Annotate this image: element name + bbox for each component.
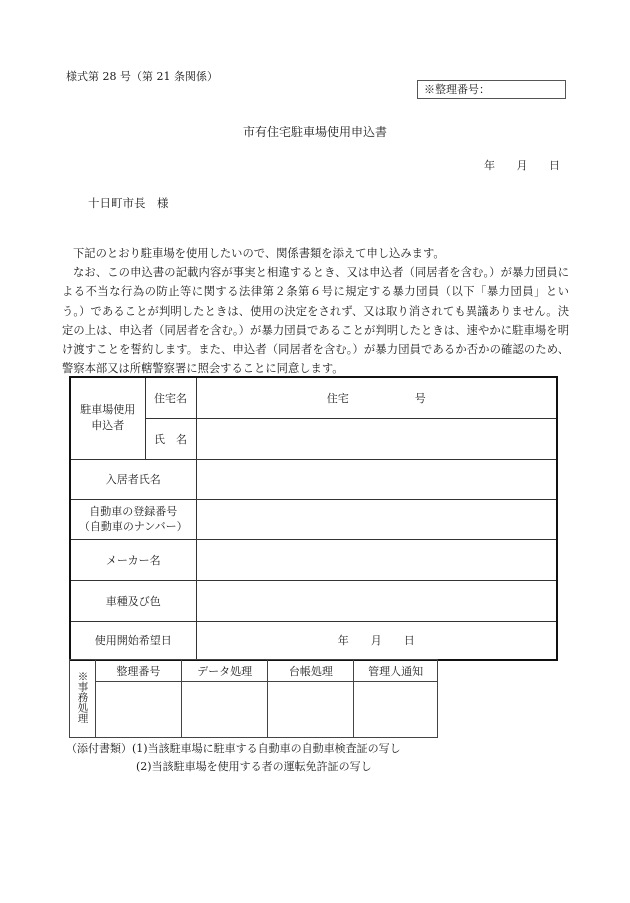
model-color-label: 車種及び色 [70,580,196,621]
body-paragraph-1: 下記のとおり駐車場を使用したいので、関係書類を添えて申し込みます。 [73,247,445,260]
application-form-table [69,376,558,661]
office-cell-seiri[interactable] [95,682,181,738]
office-side-label [70,660,96,738]
start-date-label: 使用開始希望日 [70,621,196,660]
office-col-seiri: 整理番号 [95,660,181,682]
office-col-ledger: 台帳処理 [268,660,354,682]
applicant-name-field[interactable] [196,418,557,459]
application-date [484,157,560,173]
occupant-name-field[interactable] [196,459,557,499]
occupant-name-label: 入居者氏名 [70,459,196,499]
car-registration-title: 自動車の登録番号 [89,505,178,518]
maker-field[interactable] [196,539,557,580]
maker-label: メーカー名 [70,539,196,580]
reference-number-box: ※整理番号： [417,80,566,99]
applicant-name-label: 氏 名 [145,418,196,459]
residence-name-field[interactable]: 住宅 号 [196,377,557,418]
car-registration-field[interactable] [196,499,557,539]
document-title: 市有住宅駐車場使用申込書 [242,125,387,139]
attachments-label: （添付書類） [66,742,132,755]
car-registration-label [70,499,196,539]
car-registration-subtitle: （自動車のナンバー） [78,520,188,533]
date-month: 月 [516,159,528,172]
office-cell-manager[interactable] [354,682,438,738]
office-cell-ledger[interactable] [268,682,354,738]
residence-name-label: 住宅名 [145,377,196,418]
office-col-manager: 管理人通知 [354,660,438,682]
form-number: 様式第 28 号（第 21 条関係） [66,70,218,83]
attachments [66,740,401,776]
attachment-item-1: (1)当該駐車場に駐車する自動車の自動車検査証の写し [132,742,401,755]
date-day: 日 [549,159,560,172]
attachment-item-2: (2)当該駐車場を使用する者の運転免許証の写し [136,760,372,773]
office-cell-data[interactable] [181,682,268,738]
addressee: 十日町市長 様 [88,196,169,210]
date-year: 年 [484,159,495,172]
model-color-field[interactable] [196,580,557,621]
office-processing-table [69,659,438,738]
applicant-group-label: 駐車場使用申込者 [70,377,145,459]
office-col-data: データ処理 [181,660,268,682]
start-date-field[interactable]: 年 月 日 [196,621,557,660]
attachment-line-1 [66,740,401,758]
office-side-text: ※事務処理 [76,670,89,724]
body-paragraph-2: なお、この申込書の記載内容が事実と相違するとき、又は申込者（同居者を含む。）が暴力団員による不当な行為の防止等に関する法律第２条第６号に規定する暴力団員（以下「暴力団員」という。）であることが判明したときは、使用の決定をされず、又は取り消されても異議ありません。決定の上は、申込者（同居者を含む。）が暴力団員であることが判明したときは、速やかに駐車場を明け渡すことを誓約します。また、申込者（同居者を含む。）が暴力団員であるか否かの確認のため、警察本部又は所轄警察署に照会することに同意します。 [62,266,569,376]
